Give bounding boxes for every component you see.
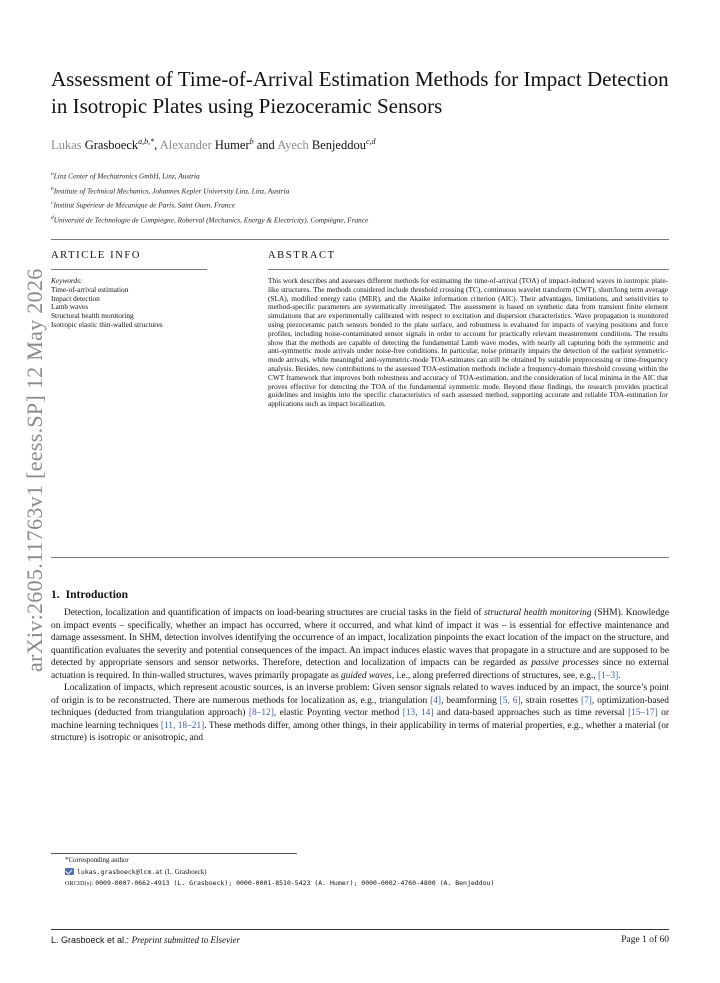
keyword: Lamb waves [51,302,89,312]
article-info-divider [51,269,207,270]
affiliation: $^c$Institut Supérieur de Mécanique de Paris, Saint Ouen, France [51,200,236,210]
body-text: , beamforming [441,695,500,706]
abstract-text: This work describes and assesses different methods for estimating the time-of-arrival (TOA) of impact-induced waves in isotropic plate-like structures. The methods considered include threshold crossing (TC), continuous wavelet transform (CWT), short/long term average (SLA), modified energy ratio (MER), and the Akaike information criterion (AIC). Their advantages, limitations, and sensitivities to method-specific parameters are systematically investigated. The assessment is based on synthetic data from transient finite element simulations that are experimentally calibrated with respect to excitation and dispersion characteristics. Wave propagation is monitored using piezoceramic patch sensors bonded to the plate surface, and robustness is evaluated for impacts of varying positions and force profiles, including noise-contaminated sensor signals in order to account for practically relevant measurement conditions. The results show that the methods are capable of detecting the fundamental Lamb wave modes, with nearly all capturing both the symmetric and anti-symmetric mode arrivals under noise-free conditions. In particular, noise primarily impairs the detection of the earliest symmetric-mode arrivals, while meaningful anti-symmetric-mode TOA-estimates can still be obtained by suitable preprocessing or time-frequency analysis. Besides, new contributions to the assessed TOA-estimation methods include a frequency-domain threshold crossing within the CWT framework that improves both robustness and accuracy of TOA-estimation, and the consideration of local minima in the AIC that proves effective for detecting the TOA of the fundamental symmetric mode. Beyond these findings, the research provides practical guidelines and insights into the specific characteristics of each assessed method, supporting accurate and reliable TOA-estimation for applications such as impact localization. [268,276,668,409]
orcid-line: ORCID(s): 0009-0007-0662-4913 (L. Grasboeck); 0000-0001-8510-5423 (A. Humer); 0000-0002-4760-4800 (A. Benjeddou) [65,879,495,887]
arxiv-stamp: arXiv:2605.11763v1 [eess.SP] 12 May 2026 [22,268,47,672]
email-line: lukas.grasboeck@lcm.at (L. Grasboeck) [65,867,494,879]
citation-link[interactable]: [7] [580,695,592,706]
paper-title: Assessment of Time-of-Arrival Estimation Methods for Impact Detection in Isotropic Plates using Piezoceramic Sensors [51,67,669,118]
citation-link[interactable]: [15–17] [628,708,658,718]
email-link[interactable]: lukas.grasboeck@lcm.at [77,867,164,876]
author: Alexander Humer$^b$ [159,137,254,153]
body-text: or machine learning techniques [51,708,669,731]
affiliation: $^d$Université de Technologie de Compiègne, Roberval (Mechanics, Energy & Electricity), Compiègne, France [51,215,369,225]
footer-divider [51,929,669,930]
paragraph [51,682,669,745]
keyword: Impact detection [51,293,100,303]
affiliation: $^a$Linz Center of Mechatronics GmbH, Linz, Austria [51,171,200,181]
footnotes [65,856,494,890]
citation-link[interactable]: [1–3] [597,670,619,681]
body-text: , strain rosettes [520,695,581,706]
footnote-divider [51,853,297,854]
citation-link[interactable]: [13, 14] [402,708,434,718]
body-text: , optimization-based techniques (deducted from triangulation approach) [51,695,669,718]
keyword: Isotropic elastic thin-walled structures [51,319,163,329]
article-info-heading: ARTICLE INFO [51,250,142,261]
emphasis-text: passive processes [531,658,599,668]
citation-link[interactable]: [8–12] [248,708,274,718]
author: Lukas Grasboeck$^{a,b,*}$ [51,137,155,153]
author-list: Lukas Grasboeck$^{a,b,*}$, Alexander Humer$^b$ and Ayech Benjeddou$^{c,d}$ [51,137,376,153]
body-text: and data-based approaches such as time reversal [433,708,629,718]
keyword: Time-of-arrival estimation [51,284,129,294]
keywords [51,277,211,330]
body-text: Detection, localization and quantification of impacts on load-bearing structures are crucial tasks in the field of [64,608,485,618]
introduction-body [51,607,669,745]
keyword: Structural health monitoring [51,311,134,321]
corresponding-author-note: *Corresponding author [65,857,129,864]
abstract-end-divider [51,557,669,558]
header-divider [51,239,669,240]
author: Ayech Benjeddou$^{c,d}$ [277,137,376,153]
abstract-divider [268,269,669,270]
emphasis-text: structural health monitoring [484,608,592,618]
body-text: . These methods differ, among other things, in their applicability in terms of material properties, e.g., whether a material (or structure) is isotropic or anisotropic, and [51,720,669,743]
abstract-heading: ABSTRACT [268,250,336,261]
citation-link[interactable]: [5, 6] [499,695,521,706]
affiliation: $^b$Institute of Technical Mechanics, Johannes Kepler University Linz, Linz, Austria [51,185,290,196]
page-number: Page 1 of 60 [621,935,669,945]
body-text: (SHM). Knowledge on impact events – specifically, whether an impact has occurred, where it occurred, and what kind of impact it was – is essential for effective maintenance and damage assessment. In SHM, detection involves identifying the occurrence of an impact, localization pinpoints the exact location of the impact on the structure, and quantification evaluates the severity and potential consequences of the impact. An impact induces elastic waves that propagate in a structure and are supposed to be detected by appropriate sensors and sensor networks. Therefore, detection and localization of impacts can be regarded as [51,608,669,668]
citation-link[interactable]: [11, 18–21] [160,720,205,731]
envelope-icon [65,868,74,875]
body-text: . [618,670,621,681]
footer-left: L. Grasboeck et al.: Preprint submitted to Elsevier [51,935,240,945]
keywords-label: Keywords: [51,276,83,285]
citation-link[interactable]: [4] [430,695,442,706]
paragraph [51,607,669,682]
affiliations [51,168,368,227]
body-text: Localization of impacts, which represent acoustic sources, is an inverse problem: Given sensor signals related to waves induced by an impact, the source’s point of origin is to be reconstructed. There are numerous methods for localization as, e.g., triangulation [51,683,669,706]
section-heading: 1. Introduction [51,589,129,601]
body-text: , i.e., along preferred directions of structures, see, e.g., [391,670,598,681]
body-text: , elastic Poynting vector method [273,708,403,718]
emphasis-text: guided waves [341,670,392,681]
body-text: since no external actuation is required. In thin-walled structures, waves primarily propagate as [51,658,670,681]
